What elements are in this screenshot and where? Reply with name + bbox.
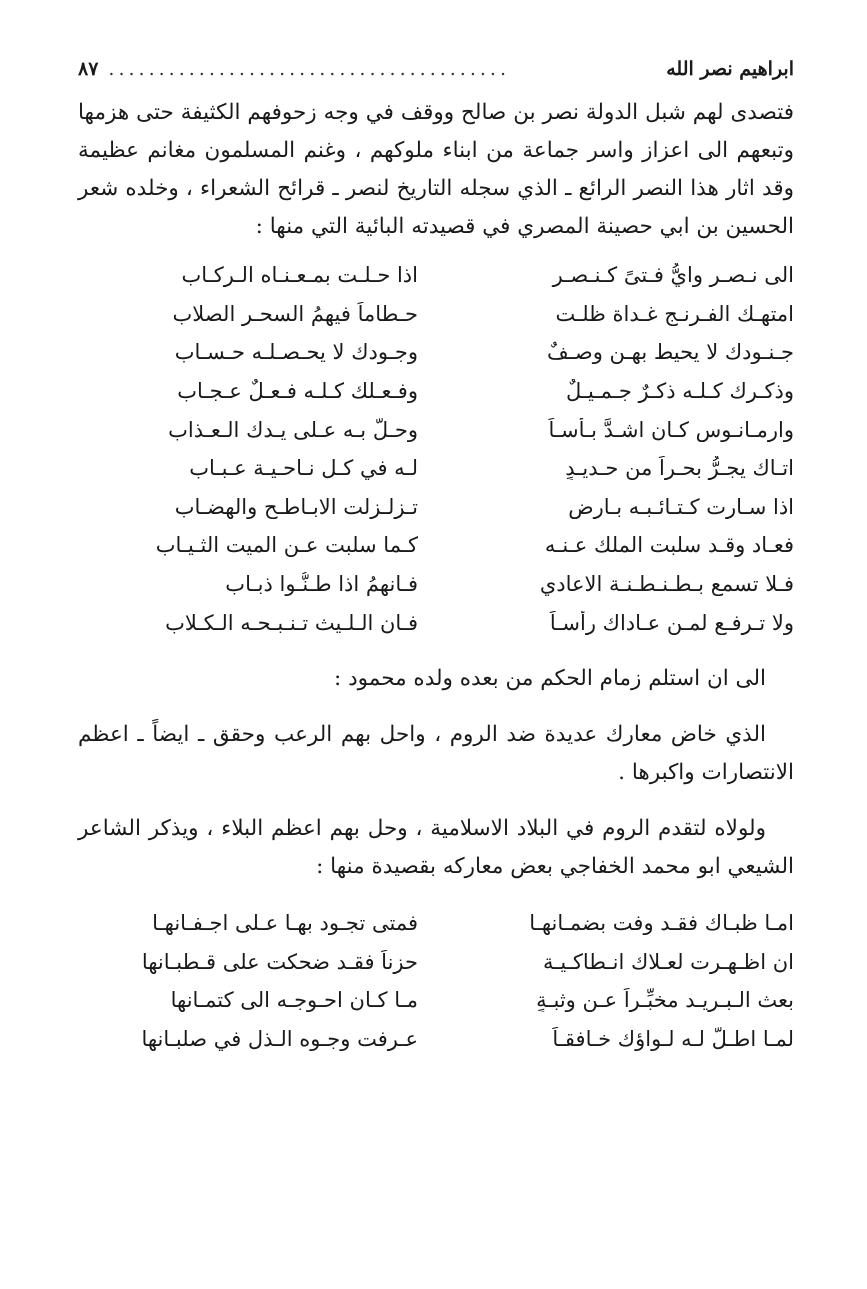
poem-nasr — [78, 256, 794, 642]
verse — [78, 256, 794, 295]
verse — [78, 1020, 794, 1059]
running-title: ابراهيم نصر الله — [666, 58, 794, 80]
verse-second-hemistich: حـطاماً فيهمُ السحـر الصلاب — [172, 301, 418, 326]
verse — [78, 526, 794, 565]
verse-first-hemistich: امـا ظبـاك فقـد وفت بضمـانهـا — [529, 911, 794, 936]
verse-second-hemistich: لـه في كـل نـاحـيـة عـبـاب — [189, 456, 418, 481]
verse-first-hemistich: جـنـودك لا يحيط بهـن وصـفٌ — [546, 340, 794, 365]
verse-first-hemistich: فـلا تسمع بـطـنـطـنـة الاعادي — [539, 572, 794, 597]
paragraph-battles: الذي خاض معارك عديدة ضد الروم ، واحل بهم الرعب وحقق ـ ايضاً ـ اعظم الانتصارات واكبرها . — [78, 721, 794, 785]
verse-first-hemistich: لمـا اطـلَّ لـه لـواؤك خـافقـاً — [552, 1027, 794, 1052]
verse-second-hemistich: كـما سلبت عـن الميت الثـيـاب — [155, 533, 418, 558]
verse — [78, 603, 794, 642]
verse-first-hemistich: امتهـك الفـرنـج غـداة ظلـت — [555, 301, 794, 326]
verse-second-hemistich: فـان الـلـيث تـنـبـحـه الـكـلاب — [165, 610, 418, 635]
page-number: ٨٧ — [78, 58, 99, 80]
verse — [78, 565, 794, 604]
verse-first-hemistich: الى نـصـرٍ وايُّ فـتىً كـنـصـرٍ — [552, 263, 794, 288]
verse — [78, 410, 794, 449]
paragraph-intro: فتصدى لهم شبل الدولة نصر بن صالح ووقف في وجه زحوفهم الكثيفة حتى هزمها وتبعهم الى اعزاز واسر جماعة من ابناء ملوكهم ، وغنم المسلمون مغانم عظيمة وقد اثار هذا النصر الرائع ـ الذي سجله التاريخ لنصر ـ قرائح الشعراء ، وخلده شعر الحسين بن ابي حصينة المصري في قصيدته البائية التي منها : — [78, 100, 794, 239]
verse-first-hemistich: فعـاد وقـد سلبت الملك عـنـه — [544, 533, 794, 558]
verse — [78, 981, 794, 1020]
verse — [78, 333, 794, 372]
verse-second-hemistich: عـرفت وجـوه الـذل في صلبـانها — [141, 1027, 418, 1052]
book-page — [78, 58, 794, 1058]
verse-first-hemistich: بعث الـبـريـد مخبِّـراً عـن وثبـةٍ — [536, 988, 794, 1013]
verse-second-hemistich: حزناً فقـد ضحكت على قـطبـانها — [141, 949, 418, 974]
verse — [78, 488, 794, 527]
verse-second-hemistich: وجـودك لا يحـصـلـه حـسـاب — [174, 340, 418, 365]
verse — [78, 295, 794, 334]
verse-second-hemistich: فـانهمُ اذا طـنُّـوا ذبـاب — [225, 572, 418, 597]
verse — [78, 449, 794, 488]
verse-second-hemistich: فمتى تجـود بهـا عـلى اجـفـانهـا — [152, 911, 418, 936]
verse-second-hemistich: وحـلَّ بـه عـلى يـدك الـعـذاب — [168, 417, 418, 442]
verse-first-hemistich: وذكـرك كـلـه ذكـرٌ جـمـيـلٌ — [566, 379, 794, 404]
paragraph-succession: الى ان استلم زمام الحكم من بعده ولده محمود : — [334, 665, 766, 691]
verse-first-hemistich: اذا سـارت كـتـائـبـه بـارضٍ — [568, 494, 794, 519]
paragraph-khafaji: ولولاه لتقدم الروم في البلاد الاسلامية ، وحل بهم اعظم البلاء ، ويذكر الشاعر الشيعي ابو محمد الخفاجي بعض معاركه بقصيدة منها : — [78, 815, 794, 879]
verse-first-hemistich: ولا تـرفـع لمـن عـاداك رأسـاً — [549, 610, 794, 635]
verse-first-hemistich: ان اظـهـرت لعـلاك انـطاكـيـة — [542, 949, 794, 974]
verse-second-hemistich: اذا حـلـت بمـعـنـاه الـركـاب — [181, 263, 418, 288]
page-header — [78, 58, 794, 94]
verse-first-hemistich: وارمـانـوس كـان اشـدَّ بـأسـاً — [548, 417, 794, 442]
dot-leader: ........................................ — [108, 58, 511, 80]
verse-second-hemistich: وفـعـلك كـلـه فـعـلٌ عـجـاب — [177, 379, 418, 404]
verse — [78, 372, 794, 411]
verse — [78, 943, 794, 982]
verse-second-hemistich: تـزلـزلت الابـاطـح والهضـاب — [174, 494, 418, 519]
poem-khafaji — [78, 904, 794, 1058]
verse-first-hemistich: اتـاك يجـرُّ بحـراً من حـديـدٍ — [565, 456, 794, 481]
verse-second-hemistich: مـا كـان احـوجـه الى كتمـانها — [170, 988, 418, 1013]
verse — [78, 904, 794, 943]
